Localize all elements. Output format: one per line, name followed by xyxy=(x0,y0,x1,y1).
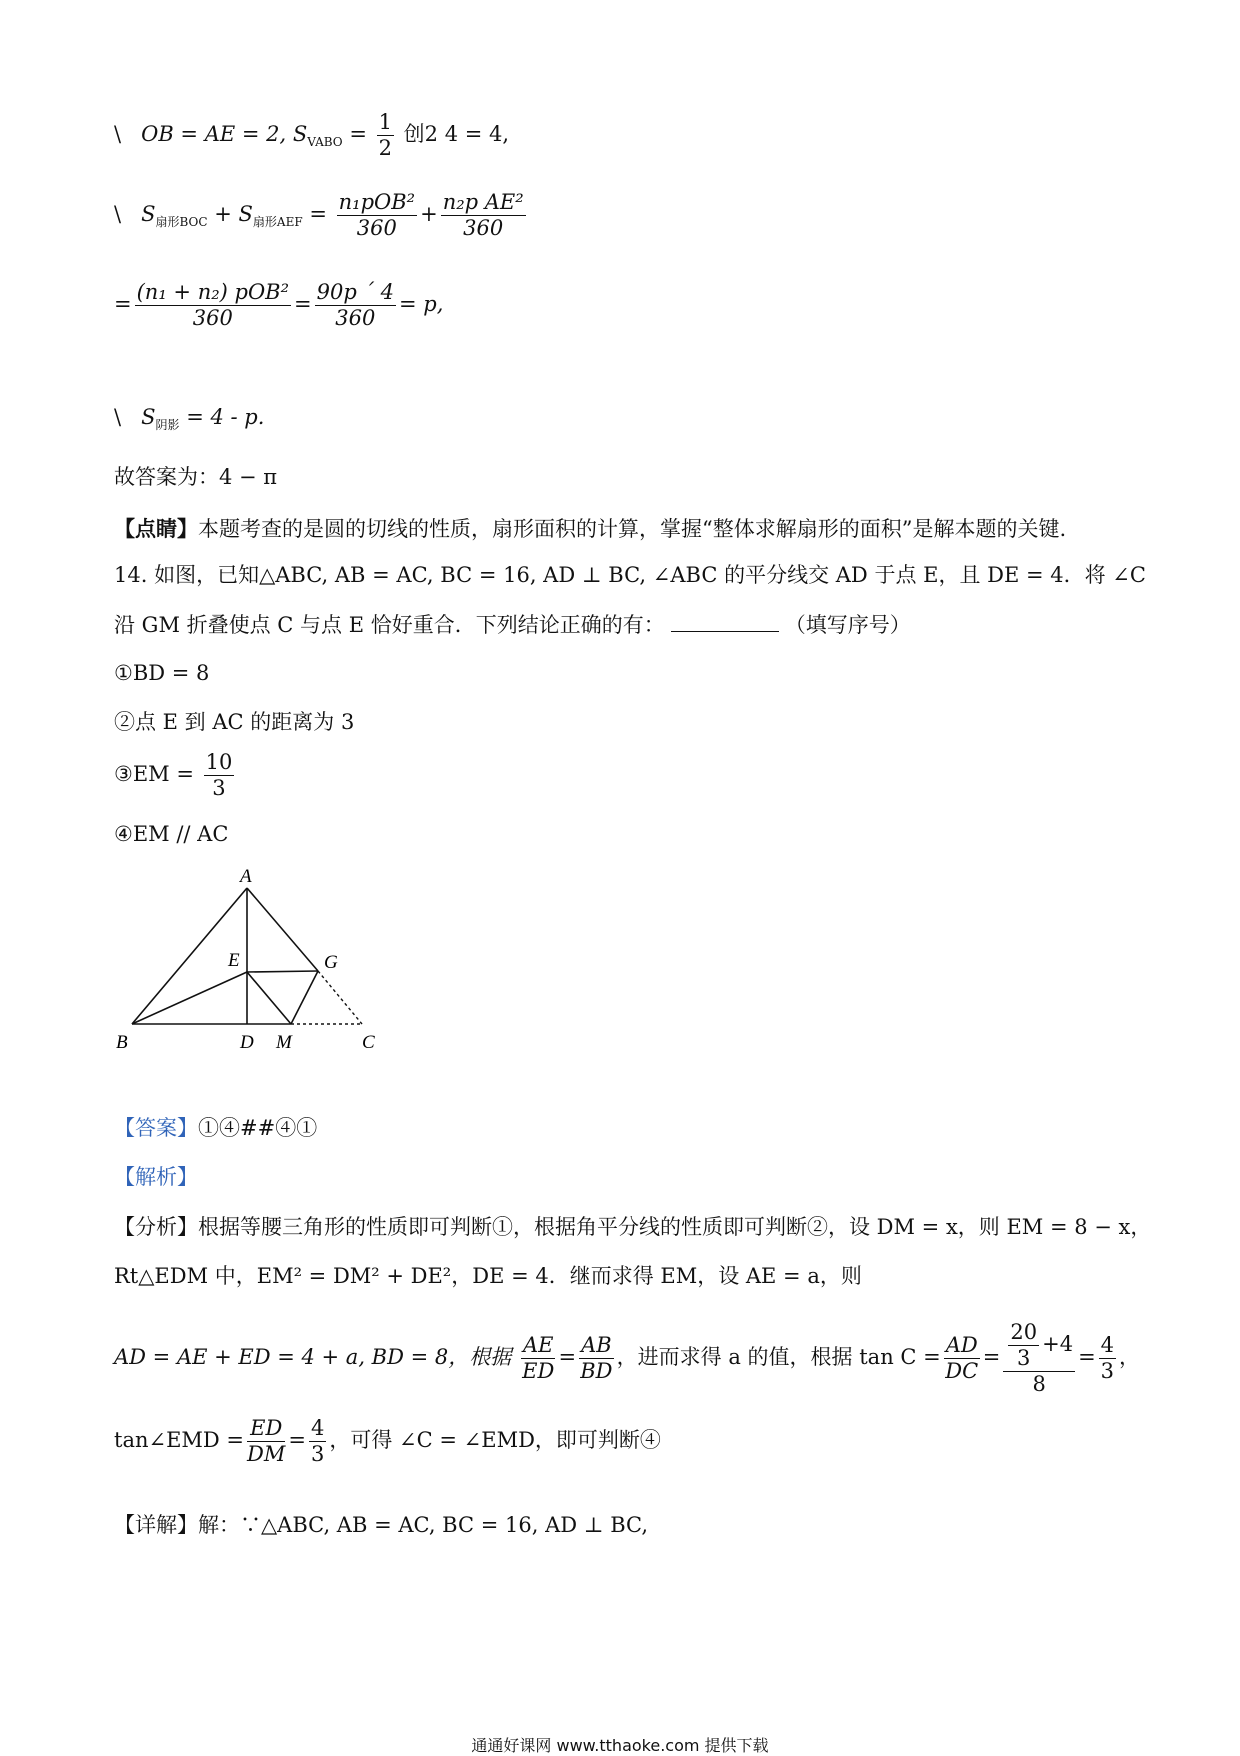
formula-text: S xyxy=(141,202,156,226)
question-14-line-2 xyxy=(114,613,911,636)
detail-line: 【详解】解：∵△ABC, AB = AC, BC = 16, AD ⊥ BC, xyxy=(114,1513,649,1537)
fraction xyxy=(521,1335,556,1382)
label-G: G xyxy=(324,952,338,973)
denominator: DC xyxy=(945,1359,979,1383)
fraction xyxy=(441,192,526,239)
formula-text: OB = AE = 2, S xyxy=(141,122,308,146)
numerator: 20 xyxy=(1010,1320,1038,1344)
numerator: 10 xyxy=(205,750,233,774)
analysis-line-3 xyxy=(114,1322,1140,1395)
numerator: AB xyxy=(581,1333,612,1357)
equals: = xyxy=(288,1428,306,1452)
comment-tag: 【点睛】 xyxy=(114,516,198,541)
option-4: ④EM // AC xyxy=(114,822,229,846)
label-C: C xyxy=(362,1032,375,1053)
denominator: 360 xyxy=(192,306,233,330)
compound-fraction xyxy=(1003,1322,1075,1395)
numerator: AD xyxy=(945,1333,978,1357)
formula-tail: = p, xyxy=(399,292,444,316)
subscript: 扇形BOC xyxy=(155,215,208,230)
equals: = xyxy=(982,1345,1001,1369)
fraction xyxy=(247,1418,285,1465)
answer-blank xyxy=(671,613,779,632)
equals: = xyxy=(342,122,374,146)
formula-line-1 xyxy=(114,112,509,159)
denominator: ED xyxy=(522,1359,555,1383)
fraction xyxy=(135,282,291,329)
analysis-text: ，可得 ∠C = ∠EMD，即可判断④ xyxy=(329,1428,661,1452)
denominator: 3 xyxy=(1017,1346,1031,1370)
formula-tail: = 4 - p. xyxy=(179,405,265,429)
denominator: 360 xyxy=(356,216,397,240)
comment-line xyxy=(114,518,1066,540)
analysis-text: tan∠EMD = xyxy=(114,1428,245,1452)
label-M: M xyxy=(276,1032,292,1053)
numerator: n₁pOB² xyxy=(338,190,416,214)
label-A: A xyxy=(240,866,252,887)
question-14-line-1: 14. 如图，已知△ABC, AB = AC, BC = 16, AD ⊥ BC, ∠ABC 的平分线交 AD 于点 E，且 DE = 4．将 ∠C xyxy=(114,563,1146,587)
plus: + xyxy=(420,202,438,226)
equals: = xyxy=(302,202,334,226)
backslash-mark: \ xyxy=(114,202,122,226)
equals: = xyxy=(114,292,132,316)
equals: = xyxy=(1078,1345,1096,1369)
segment-EM xyxy=(247,972,291,1024)
analysis-line-2: Rt△EDM 中，EM² = DM² + DE²，DE = 4．继而求得 EM，设 AE = a，则 xyxy=(114,1264,862,1288)
denominator: 8 xyxy=(1032,1372,1046,1396)
equals: = xyxy=(294,292,312,316)
numerator: 90p ´ 4 xyxy=(316,280,395,304)
subscript: VABO xyxy=(307,135,343,150)
fraction-half xyxy=(377,112,394,159)
label-E: E xyxy=(228,950,240,971)
formula-line-2 xyxy=(114,192,529,239)
fraction xyxy=(579,1335,614,1382)
question-text: 沿 GM 折叠使点 C 与点 E 恰好重合．下列结论正确的有： xyxy=(114,613,665,637)
numerator: 4 xyxy=(310,1416,325,1440)
answer-tag: 【答案】 xyxy=(114,1116,198,1140)
segment-AG xyxy=(247,888,318,971)
numerator: ED xyxy=(247,1418,285,1442)
denominator: 3 xyxy=(212,776,226,800)
comment-text: 本题考查的是圆的切线的性质，扇形面积的计算，掌握“整体求解扇形的面积”是解本题的关键. xyxy=(198,517,1067,541)
answer-section xyxy=(114,1118,317,1139)
page-footer: 通通好课网 www.tthaoke.com 提供下载 xyxy=(471,1736,769,1755)
subscript: 阴影 xyxy=(155,418,180,433)
label-D: D xyxy=(240,1032,254,1053)
triangle-figure xyxy=(104,858,394,1058)
fraction xyxy=(204,752,235,799)
analysis-text: ，进而求得 a 的值，根据 xyxy=(616,1345,853,1369)
segment-BE xyxy=(132,972,247,1024)
segment-EG xyxy=(247,971,318,972)
fraction xyxy=(315,282,396,329)
analysis-text: AD = AE + ED = 4 + a, BD = 8，根据 xyxy=(114,1345,512,1369)
plus-term: +4 xyxy=(1042,1332,1074,1356)
backslash-mark: \ xyxy=(114,122,122,146)
option-3 xyxy=(114,752,237,799)
analysis-text: ， xyxy=(1119,1345,1141,1369)
answer-text: ①④##④① xyxy=(198,1116,318,1140)
dashed-GC xyxy=(318,971,362,1024)
label-B: B xyxy=(116,1032,128,1053)
option-text: ③EM = xyxy=(114,762,201,786)
subscript: 扇形AEF xyxy=(252,215,303,230)
option-1: ①BD = 8 xyxy=(114,661,210,685)
option-2: ②点 E 到 AC 的距离为 3 xyxy=(114,710,355,734)
denominator: DM xyxy=(247,1442,286,1466)
fraction xyxy=(337,192,417,239)
numerator xyxy=(1003,1322,1075,1372)
numerator: n₂p AE² xyxy=(442,190,524,214)
fraction xyxy=(1008,1322,1039,1369)
formula-line-3 xyxy=(114,282,443,329)
numerator: AE xyxy=(522,1333,554,1357)
denominator: 3 xyxy=(310,1442,325,1466)
numerator: 4 xyxy=(1100,1333,1115,1357)
formula-text: S xyxy=(141,405,156,429)
analysis-line-4 xyxy=(114,1418,661,1465)
denominator: 360 xyxy=(463,216,504,240)
fraction xyxy=(944,1335,980,1382)
backslash-mark: \ xyxy=(114,405,122,429)
analysis-tag: 【解析】 xyxy=(114,1165,198,1189)
analysis-line-1: 【分析】根据等腰三角形的性质即可判断①，根据角平分线的性质即可判断②，设 DM = x，则 EM = 8 − x， xyxy=(114,1215,1152,1239)
segment-GM xyxy=(291,971,318,1024)
denominator: 2 xyxy=(378,136,392,160)
answer-line: 故答案为：4 − π xyxy=(114,465,278,489)
fraction xyxy=(1099,1335,1116,1382)
formula-text: + S xyxy=(207,202,253,226)
formula-line-4 xyxy=(114,407,264,431)
question-text: （填写序号） xyxy=(784,613,911,637)
fraction xyxy=(309,1418,326,1465)
denominator: 3 xyxy=(1100,1359,1115,1383)
denominator: BD xyxy=(580,1359,613,1383)
numerator: (n₁ + n₂) pOB² xyxy=(136,280,290,304)
numerator: 1 xyxy=(378,110,392,134)
formula-tail: 创2 4 = 4, xyxy=(403,122,510,146)
equals: = xyxy=(558,1345,577,1369)
analysis-text: tan C = xyxy=(859,1345,941,1369)
denominator: 360 xyxy=(335,306,376,330)
